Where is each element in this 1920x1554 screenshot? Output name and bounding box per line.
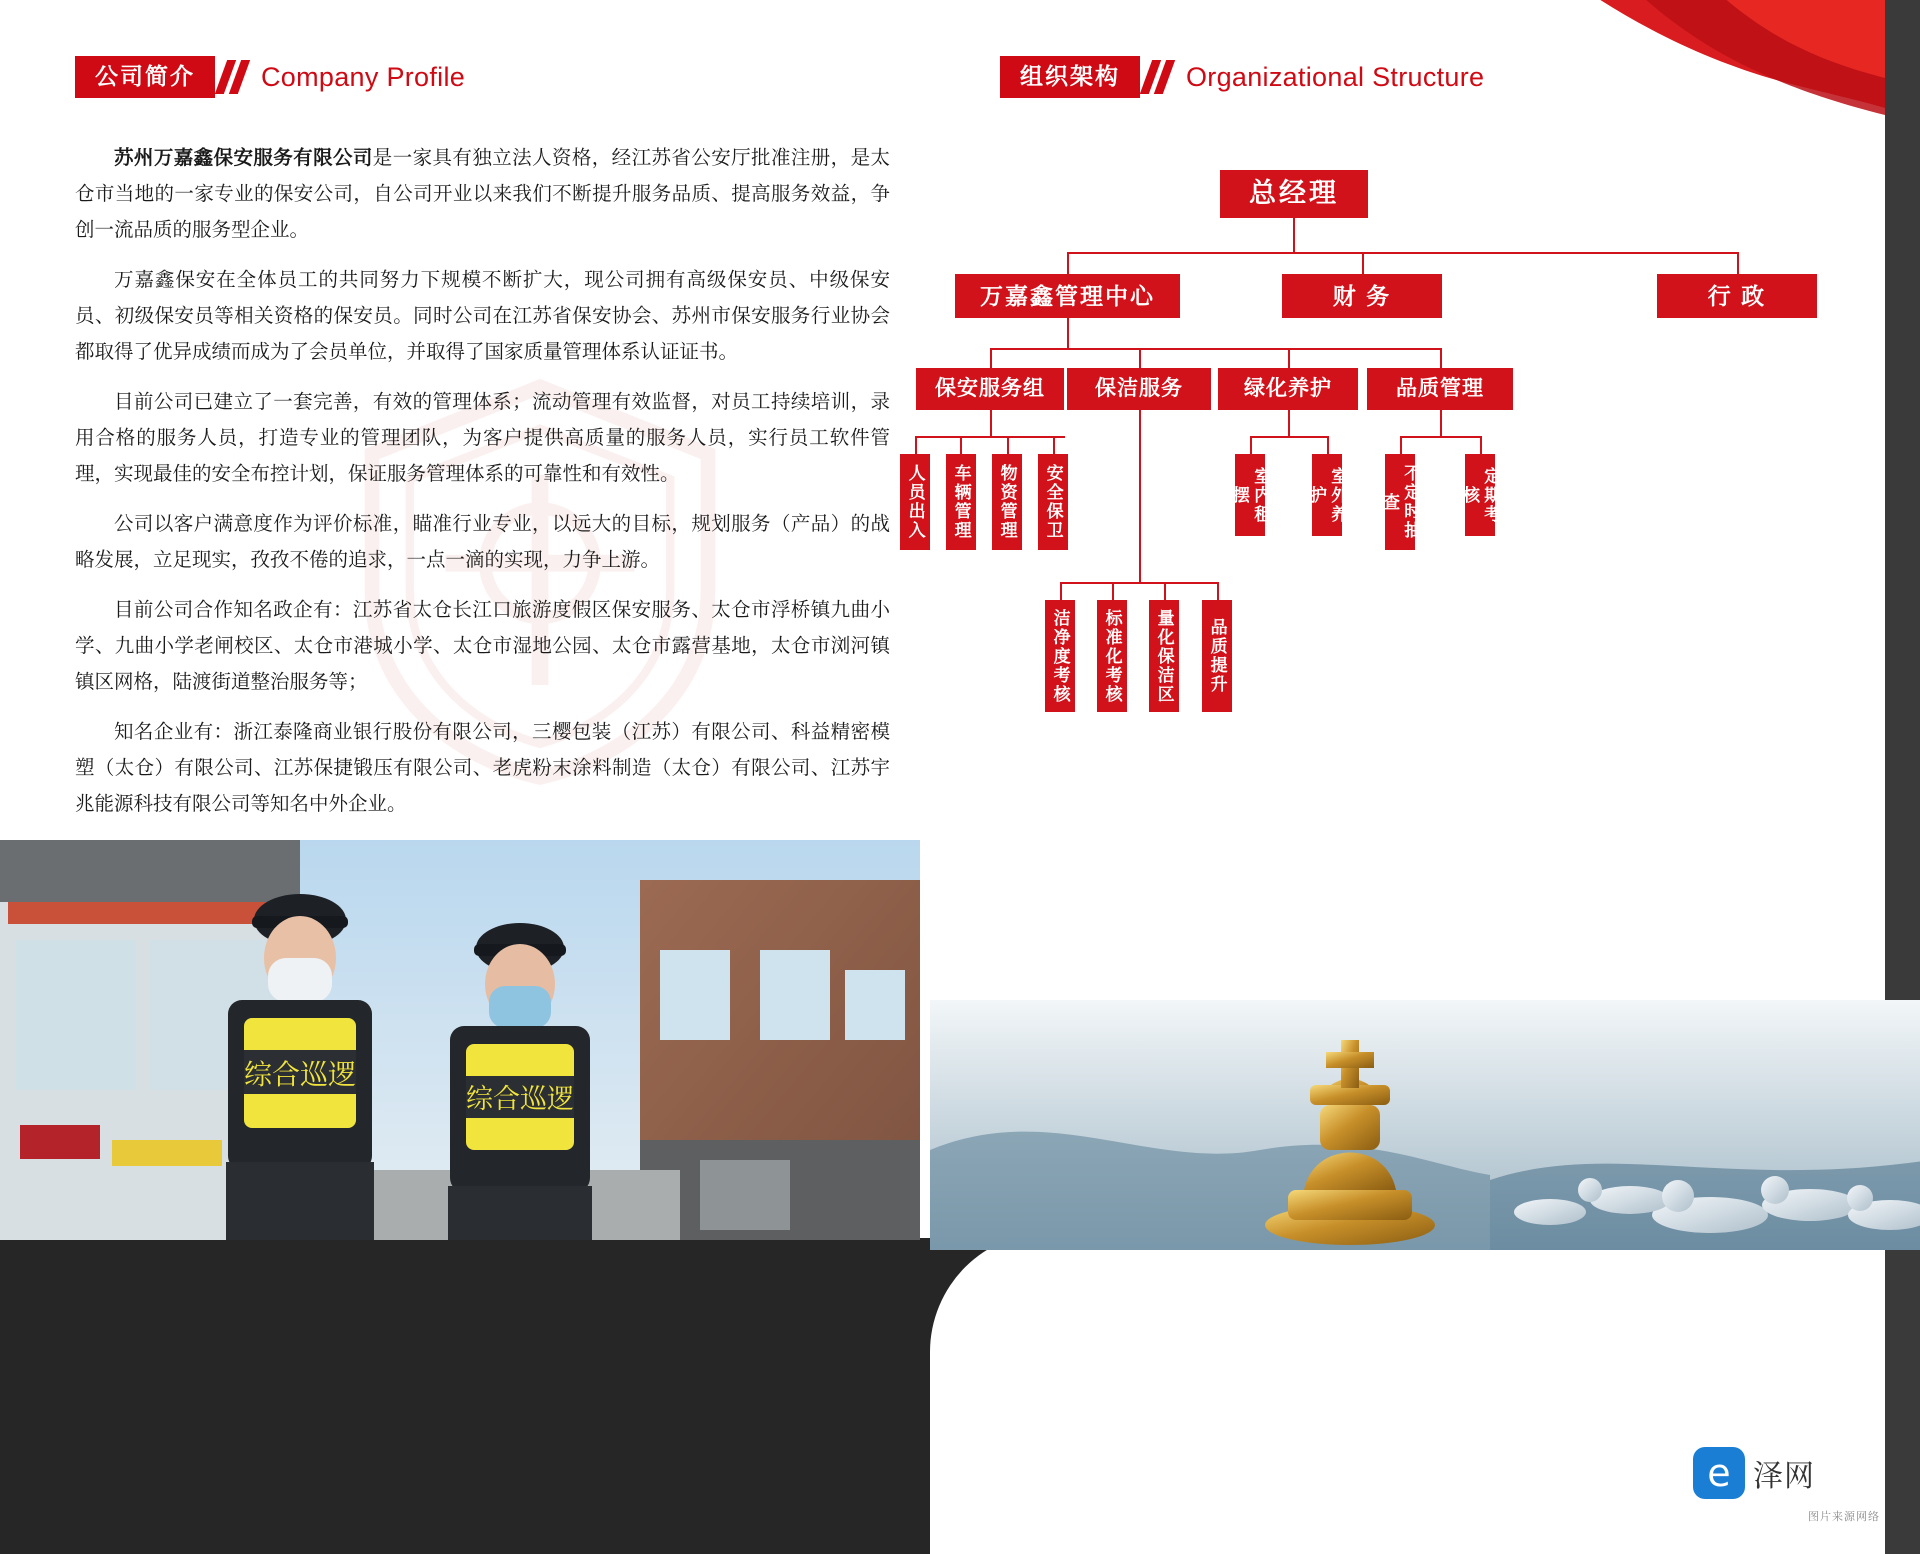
org-leaf-random-inspection[interactable]: 不定时抽查 xyxy=(1385,454,1415,550)
section-heading-org xyxy=(1000,56,1484,98)
logo-mark-icon: e xyxy=(1693,1447,1745,1499)
connector xyxy=(1007,436,1009,454)
connector xyxy=(915,436,917,454)
connector xyxy=(1067,252,1069,274)
org-node-cleaning[interactable]: 保洁服务 xyxy=(1067,368,1211,410)
connector xyxy=(1288,348,1290,368)
connector xyxy=(1250,436,1328,438)
org-leaf-safety-guard[interactable]: 安全保卫 xyxy=(1038,454,1068,550)
connector xyxy=(1112,582,1114,600)
paragraph-5: 目前公司合作知名政企有：江苏省太仓长江口旅游度假区保安服务、太仓市浮桥镇九曲小学、九曲小学老闸校区、太仓市港城小学、太仓市湿地公园、太仓市露营基地，太仓市浏河镇镇区网格，陆渡街道整治服务等； xyxy=(75,598,890,693)
svg-text:综合巡逻: 综合巡逻 xyxy=(243,1058,357,1091)
org-leaf-vehicle-management[interactable]: 车辆管理 xyxy=(946,454,976,550)
company-name-lead: 苏州万嘉鑫保安服务有限公司 xyxy=(114,146,373,169)
connector xyxy=(1288,410,1290,436)
org-leaf-material-management[interactable]: 物资管理 xyxy=(992,454,1022,550)
site-logo[interactable] xyxy=(1693,1447,1815,1499)
section-title-en-profile: Company Profile xyxy=(261,61,466,92)
org-node-finance[interactable]: 财 务 xyxy=(1282,274,1442,318)
connector xyxy=(1217,582,1219,600)
paragraph-2: 万嘉鑫保安在全体员工的共同努力下规模不断扩大，现公司拥有高级保安员、中级保安员、初级保安员等相关资格的保安员。同时公司在江苏省保安协会、苏州市保安服务行业协会都取得了优异成绩而成为了会员单位，并取得了国家质量管理体系认证证书。 xyxy=(75,268,890,363)
org-leaf-indoor-plant-rental[interactable]: 室内租摆 xyxy=(1235,454,1265,536)
org-leaf-standardization-assessment[interactable]: 标准化考核 xyxy=(1097,600,1127,712)
connector xyxy=(1293,218,1295,252)
org-node-administration[interactable]: 行 政 xyxy=(1657,274,1817,318)
connector xyxy=(915,436,1065,438)
org-leaf-periodic-assessment[interactable]: 定期考核 xyxy=(1465,454,1495,536)
photo-security-patrol xyxy=(0,840,920,1240)
connector xyxy=(1480,436,1482,454)
slash-decoration-org xyxy=(1146,60,1174,94)
photo-chess-strategy xyxy=(930,1000,1920,1250)
org-node-management-center[interactable]: 万嘉鑫管理中心 xyxy=(955,274,1180,318)
paragraph-1 xyxy=(75,140,890,248)
logo-text: 泽网 xyxy=(1753,1460,1815,1493)
paragraph-3: 目前公司已建立了一套完善，有效的管理体系；流动管理有效监督，对员工持续培训，录用合格的服务人员，打造专业的管理团队，为客户提供高质量的服务人员，实行员工软件管理，实现最佳的安全布控计划，保证服务管理体系的可靠性和有效性。 xyxy=(75,390,890,485)
connector xyxy=(1400,436,1480,438)
paragraph-4: 公司以客户满意度作为评价标准，瞄准行业专业，以远大的目标，规划服务（产品）的战略发展，立足现实，孜孜不倦的追求，一点一滴的实现，力争上游。 xyxy=(75,512,890,571)
org-node-security-team[interactable]: 保安服务组 xyxy=(916,368,1064,410)
white-rounded-sheet xyxy=(930,1232,1920,1554)
connector xyxy=(1400,436,1402,454)
connector xyxy=(990,348,1440,350)
svg-text:综合巡逻: 综合巡逻 xyxy=(466,1084,574,1115)
connector xyxy=(1440,410,1442,436)
connector xyxy=(1067,252,1737,254)
connector xyxy=(1362,252,1364,274)
connector xyxy=(1060,582,1062,600)
connector xyxy=(990,410,992,436)
connector xyxy=(1067,318,1069,348)
paragraph-6: 知名企业有：浙江泰隆商业银行股份有限公司，三樱包装（江苏）有限公司、科益精密模塑（太仓）有限公司、江苏保捷锻压有限公司、老虎粉末涂料制造（太仓）有限公司、江苏宇兆能源科技有限公司等知名中外企业。 xyxy=(75,720,890,815)
red-ribbon-decoration xyxy=(1465,0,1885,150)
connector xyxy=(1250,436,1252,454)
connector xyxy=(960,436,962,454)
section-title-cn-profile: 公司简介 xyxy=(75,56,215,98)
paragraph-1-body: 是一家具有独立法人资格，经江苏省公安厅批准注册，是太仓市当地的一家专业的保安公司，自公司开业以来我们不断提升服务品质、提高服务效益，争创一流品质的服务型企业。 xyxy=(75,146,890,241)
org-leaf-personnel-access[interactable]: 人员出入 xyxy=(900,454,930,550)
org-leaf-quantified-clean-zone[interactable]: 量化保洁区 xyxy=(1149,600,1179,712)
connector xyxy=(1327,436,1329,454)
connector xyxy=(1060,582,1218,584)
organization-chart xyxy=(905,170,1920,790)
connector xyxy=(1139,410,1141,582)
connector xyxy=(1164,582,1166,600)
org-leaf-cleanliness-assessment[interactable]: 洁净度考核 xyxy=(1045,600,1075,712)
org-leaf-quality-improvement[interactable]: 品质提升 xyxy=(1202,600,1232,712)
connector xyxy=(1139,348,1141,368)
org-node-quality[interactable]: 品质管理 xyxy=(1367,368,1513,410)
org-node-greening[interactable]: 绿化养护 xyxy=(1218,368,1358,410)
org-leaf-outdoor-maintenance[interactable]: 室外养护 xyxy=(1312,454,1342,536)
connector xyxy=(1053,436,1055,454)
section-title-cn-org: 组织架构 xyxy=(1000,56,1140,98)
connector xyxy=(990,348,992,368)
connector xyxy=(1737,252,1739,274)
slash-decoration-profile xyxy=(221,60,249,94)
org-node-general-manager[interactable]: 总经理 xyxy=(1220,170,1368,218)
section-title-en-org: Organizational Structure xyxy=(1186,61,1485,92)
logo-footnote: 图片来源网络 xyxy=(1808,1511,1880,1523)
connector xyxy=(1440,348,1442,368)
section-heading-profile xyxy=(75,56,465,98)
